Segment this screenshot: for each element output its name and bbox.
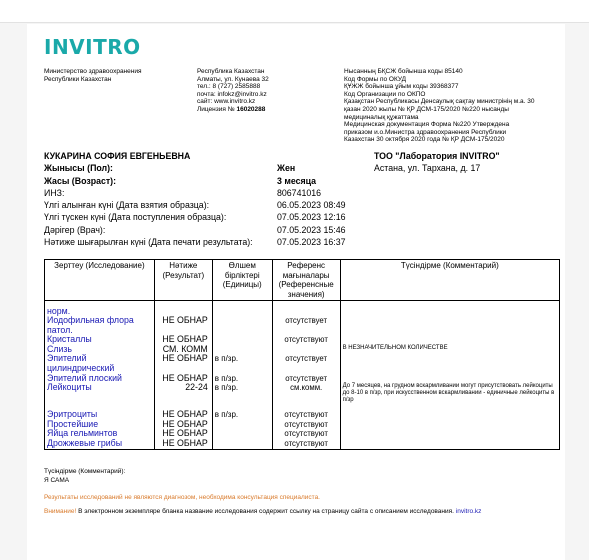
sex-value: Жен	[277, 163, 296, 174]
test-unit	[212, 345, 272, 355]
test-comment	[340, 364, 559, 374]
patient-name: КУКАРИНА СОФИЯ ЕВГЕНЬЕВНА	[44, 151, 191, 161]
test-comment: В НЕЗНАЧИТЕЛЬНОМ КОЛИЧЕСТВЕ	[340, 345, 559, 355]
lab-address: Астана, ул. Тархана, д. 17	[374, 163, 481, 174]
test-result: НЕ ОБНАР	[154, 410, 212, 420]
table-row	[45, 335, 560, 345]
test-unit	[212, 394, 272, 405]
col-header-unit: Өлшем бірліктері (Единицы)	[212, 260, 272, 301]
test-reference	[272, 326, 340, 336]
contact-line: Республика Казахстан	[197, 68, 265, 75]
test-reference	[272, 307, 340, 317]
license-number: 16020288	[236, 105, 266, 113]
test-result: НЕ ОБНАР	[154, 335, 212, 345]
test-name[interactable]: Яйца гельминтов	[45, 429, 155, 439]
print-date-value: 07.05.2023 16:37	[277, 237, 346, 248]
test-result	[154, 394, 212, 405]
test-reference: отсутствуют	[272, 420, 340, 430]
test-result: 22-24	[154, 383, 212, 394]
form-code-line: Медицинская документация Форма №220 Утверждена	[344, 121, 510, 129]
test-result: НЕ ОБНАР	[154, 429, 212, 439]
table-row	[45, 374, 560, 384]
col-header-test: Зерттеу (Исследование)	[45, 260, 155, 301]
test-reference	[272, 364, 340, 374]
age-label: Жасы (Возраст):	[44, 175, 117, 186]
lab-result-sheet	[27, 24, 565, 560]
test-unit: в п/зр.	[212, 354, 272, 364]
form-code-line: Казахстан 30 октября 2020 года № ҚР ДСМ-175/2020	[344, 136, 505, 144]
test-unit: в п/зр.	[212, 383, 272, 394]
disclaimer-text: Результаты исследований не являются диагнозом, необходима консультация специалиста.	[44, 494, 320, 501]
footer-comment	[44, 467, 125, 485]
ministry-block	[44, 68, 189, 83]
ministry-line: Министерство здравоохранения	[44, 68, 142, 75]
test-comment	[340, 420, 559, 430]
test-result: НЕ ОБНАР	[154, 316, 212, 326]
table-row	[45, 326, 560, 336]
test-name[interactable]: Эритроциты	[45, 410, 155, 420]
form-code-line: Нысанның БҚСЖ бойынша коды 85140	[344, 68, 463, 75]
table-row	[45, 354, 560, 364]
sample-date-label: Үлгі алынған күні (Дата взятия образца):	[44, 200, 210, 211]
ministry-line: Республики Казахстан	[44, 75, 112, 83]
footer-comment-value: Я САМА	[44, 477, 70, 484]
inz-value: 806741016	[277, 187, 322, 198]
test-comment: До 7 месяцев, на грудном вскармливании могут присутствовать лейкоциты до 8-10 в п/зр, при искусственном вскармливании - единичные лейкоциты в п/зр	[340, 383, 559, 404]
form-code-line: медициналық құжаттама	[344, 113, 419, 121]
test-name[interactable]	[45, 394, 155, 405]
form-code-line: қазан 2020 жылы № ҚР ДСМ-175/2020 №220 нысанды	[344, 105, 509, 113]
table-row	[45, 383, 560, 394]
test-reference: отсутствует	[272, 374, 340, 384]
test-reference: отсутствуют	[272, 429, 340, 439]
form-code-line: Қазақстан Республикасы Денсаулық сақтау министрінің м.а. 30	[344, 98, 535, 106]
test-result: СМ. КОММ	[154, 345, 212, 355]
contact-line: почта: infokz@invitro.kz	[197, 90, 267, 98]
test-name[interactable]: Лейкоциты	[45, 383, 155, 394]
test-result: НЕ ОБНАР	[154, 439, 212, 449]
table-row	[45, 345, 560, 355]
table-row	[45, 439, 560, 449]
test-comment	[340, 429, 559, 439]
note-text: В электронном экземпляре бланка название исследования содержит ссылку на страницу сайта с описанием исследования.	[76, 508, 456, 515]
doctor-label: Дәрігер (Врач):	[44, 224, 106, 235]
test-unit	[212, 326, 272, 336]
doctor-value: 07.05.2023 15:46	[277, 224, 346, 235]
invitro-logo: INVITRO	[44, 35, 141, 59]
test-name[interactable]: Кристаллы	[45, 335, 155, 345]
test-unit	[212, 307, 272, 317]
lab-info	[374, 150, 559, 175]
test-unit	[212, 335, 272, 345]
test-comment	[340, 410, 559, 420]
test-unit	[212, 316, 272, 326]
contact-line: сайт: www.invitro.kz	[197, 98, 256, 106]
test-comment	[340, 374, 559, 384]
test-reference: отсутствуют	[272, 335, 340, 345]
top-strip	[0, 0, 589, 23]
test-reference: отсутствует	[272, 354, 340, 364]
received-date-value: 07.05.2023 12:16	[277, 212, 346, 223]
test-name[interactable]: норм.	[45, 307, 155, 317]
contact-line: тел.: 8 (727) 2585888	[197, 83, 261, 91]
test-name[interactable]: Иодофильная флора	[45, 316, 155, 326]
test-unit: в п/зр.	[212, 410, 272, 420]
form-code-line: ҚҰЖЖ бойынша ұйым коды 39368377	[344, 83, 459, 91]
test-name[interactable]: патол.	[45, 326, 155, 336]
print-date-label: Нәтиже шығарылған күні (Дата печати результата):	[44, 237, 253, 248]
table-row	[45, 316, 560, 326]
test-name[interactable]: цилиндрический	[45, 364, 155, 374]
test-comment	[340, 307, 559, 317]
patient-values	[277, 150, 377, 248]
test-name[interactable]: Простейшие	[45, 420, 155, 430]
test-comment	[340, 439, 559, 449]
col-header-result: Нәтиже (Результат)	[154, 260, 212, 301]
test-unit	[212, 439, 272, 449]
inz-label: ИНЗ:	[44, 187, 65, 198]
form-code-line: Код Формы по ОКУД	[344, 75, 407, 83]
test-reference: см.комм.	[272, 383, 340, 394]
test-name[interactable]: Эпителий	[45, 354, 155, 364]
lab-name: ТОО "Лаборатория INVITRO"	[374, 151, 500, 161]
test-comment	[340, 326, 559, 336]
test-result: НЕ ОБНАР	[154, 354, 212, 364]
received-date-label: Үлгі түскен күні (Дата поступления образца):	[44, 212, 227, 223]
test-unit	[212, 429, 272, 439]
test-reference: отсутствуют	[272, 410, 340, 420]
clinic-contacts	[197, 68, 317, 114]
form-code-line: приказом и.о.Министра здравоохранения Республики	[344, 128, 507, 136]
test-unit	[212, 364, 272, 374]
test-name[interactable]: Эпителий плоский	[45, 374, 155, 384]
table-row	[45, 410, 560, 420]
invitro-link[interactable]: invitro.kz	[455, 508, 482, 515]
test-name[interactable]: Слизь	[45, 345, 155, 355]
test-unit: в п/зр.	[212, 374, 272, 384]
test-name[interactable]: Дрожжевые грибы	[45, 439, 155, 449]
test-comment	[340, 335, 559, 345]
test-result: НЕ ОБНАР	[154, 374, 212, 384]
form-code-line: Код Организации по ОКПО	[344, 90, 426, 98]
license-label: Лицензия №	[197, 105, 237, 113]
results-table	[44, 259, 560, 450]
test-comment	[340, 316, 559, 326]
test-comment	[340, 354, 559, 364]
contact-line: Алматы, ул. Кунаева 32	[197, 75, 269, 83]
table-row	[45, 420, 560, 430]
test-reference: отсутствует	[272, 316, 340, 326]
col-header-reference: Референс мағыналары (Референсные значения)	[272, 260, 340, 301]
electronic-copy-note	[44, 508, 481, 515]
warning-label: Внимание!	[44, 508, 77, 515]
footer-comment-label: Түсіндірме (Комментарий):	[44, 468, 126, 475]
test-unit	[212, 420, 272, 430]
age-value: 3 месяца	[277, 175, 317, 186]
test-reference: отсутствуют	[272, 439, 340, 449]
license-line	[197, 106, 317, 114]
form-codes-block	[344, 68, 559, 144]
sample-date-value: 06.05.2023 08:49	[277, 200, 346, 211]
test-reference	[272, 394, 340, 405]
sex-label: Жынысы (Пол):	[44, 163, 113, 174]
test-reference	[272, 345, 340, 355]
table-header-row	[45, 260, 560, 301]
test-result: НЕ ОБНАР	[154, 420, 212, 430]
col-header-comment: Түсіндірме (Комментарий)	[340, 260, 559, 301]
